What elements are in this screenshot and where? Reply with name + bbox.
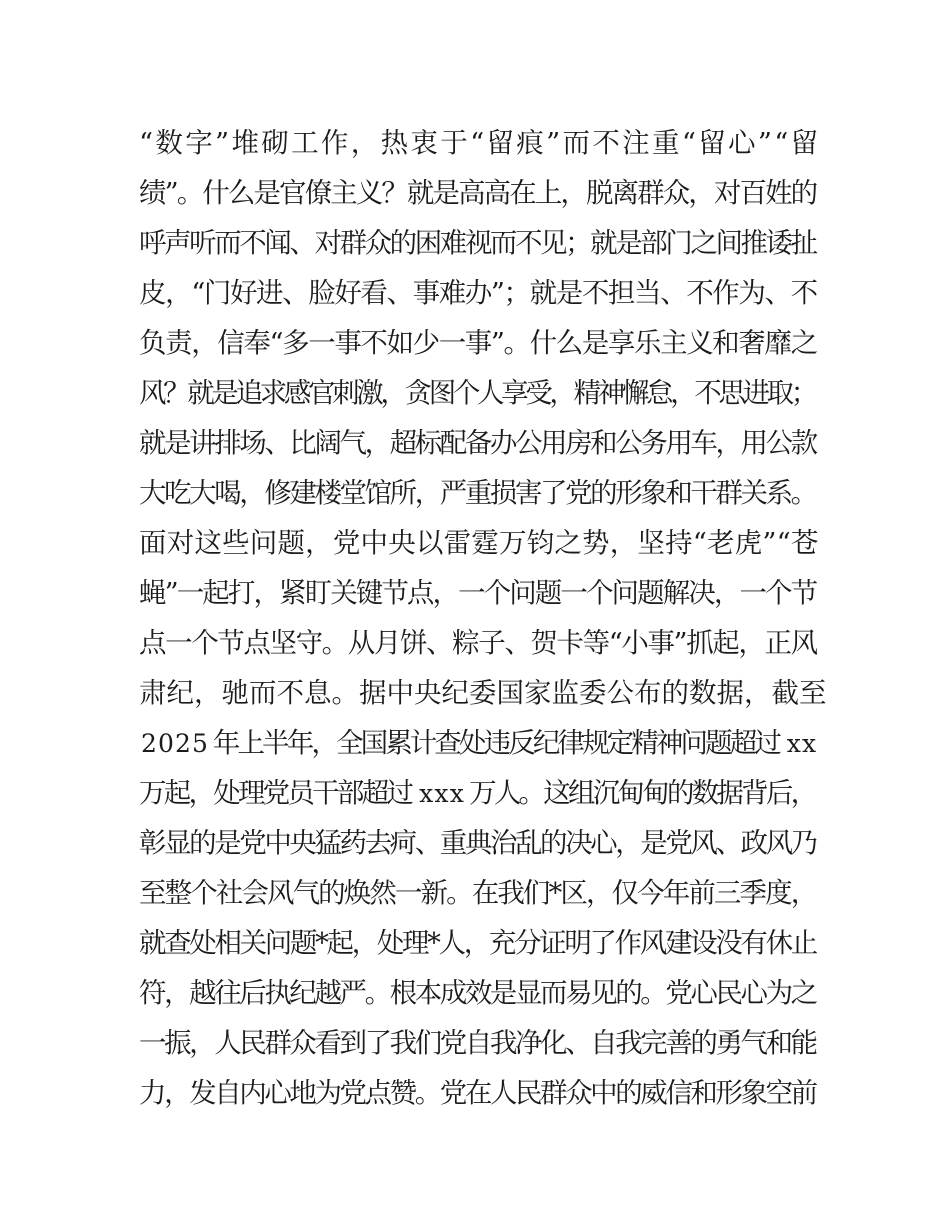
text-line-content: 负责，信奉“多一事不如少一事”。什么是享乐主义和奢靡之 bbox=[139, 327, 817, 359]
text-line-content: 面对这些问题，党中央以雷霆万钧之势，坚持“老虎”“苍 bbox=[139, 527, 819, 559]
text-line bbox=[139, 268, 818, 318]
text-line-content: “数字”堆砌工作，热衷于“留痕”而不注重“留心”“留 bbox=[139, 127, 821, 159]
text-line-content: 就是讲排场、比阔气，超标配备办公用房和公务用车，用公款 bbox=[139, 427, 816, 459]
text-line bbox=[139, 368, 818, 418]
text-line-content: 一振，人民群众看到了我们党自我净化、自我完善的勇气和能 bbox=[139, 1027, 816, 1059]
text-line bbox=[139, 118, 821, 168]
document-body-text bbox=[139, 118, 827, 1118]
text-line-content: 点一个节点坚守。从月饼、粽子、贺卡等“小事”抓起，正风 bbox=[139, 627, 817, 659]
text-line bbox=[139, 818, 818, 868]
text-line-content: 呼声听而不闻、对群众的困难视而不见；就是部门之间推诿扯 bbox=[139, 227, 816, 259]
text-line bbox=[139, 168, 818, 218]
text-line-content: 力，发自内心地为党点赞。党在人民群众中的威信和形象空前 bbox=[139, 1077, 816, 1109]
text-line bbox=[139, 918, 818, 968]
text-line-content: 皮，“门好进、脸好看、事难办”；就是不担当、不作为、不 bbox=[139, 277, 817, 309]
text-line-content: 肃纪，驰而不息。据中央纪委国家监委公布的数据，截至 bbox=[139, 677, 827, 709]
text-line-content: 至整个社会风气的焕然一新。在我们*区，仅今年前三季度， bbox=[139, 877, 817, 909]
text-line-content: 2 0 2 5 年上半年，全国累计查处违反纪律规定精神问题超过 x x bbox=[141, 727, 814, 759]
text-line bbox=[139, 318, 818, 368]
text-line bbox=[139, 868, 818, 918]
text-line-content: 风？就是追求感官刺激，贪图个人享受，精神懈怠，不思进取； bbox=[139, 377, 815, 409]
text-line bbox=[139, 518, 818, 568]
text-line-content: 蝇”一起打，紧盯关键节点，一个问题一个问题解决，一个节 bbox=[139, 577, 817, 609]
text-line-content: 彰显的是党中央猛药去疴、重典治乱的决心，是党风、政风乃 bbox=[139, 827, 816, 859]
text-line bbox=[139, 1018, 818, 1068]
text-line-content: 符，越往后执纪越严。根本成效是显而易见的。党心民心为之 bbox=[139, 977, 816, 1009]
text-line bbox=[139, 968, 818, 1018]
text-line bbox=[139, 618, 818, 668]
text-line bbox=[139, 568, 818, 618]
text-line-content: 绩”。什么是官僚主义？就是高高在上，脱离群众，对百姓的 bbox=[139, 177, 817, 209]
text-line-content: 万起，处理党员干部超过 x x x 万人。这组沉甸甸的数据背后， bbox=[139, 777, 816, 809]
text-line bbox=[139, 1068, 818, 1118]
text-line bbox=[139, 468, 818, 518]
text-line bbox=[139, 718, 818, 768]
text-line-content: 大吃大喝，修建楼堂馆所，严重损害了党的形象和干群关系。 bbox=[139, 477, 816, 509]
text-line bbox=[139, 218, 818, 268]
text-line bbox=[139, 768, 818, 818]
text-line bbox=[139, 668, 827, 718]
text-line bbox=[139, 418, 818, 468]
text-line-content: 就查处相关问题*起，处理*人，充分证明了作风建设没有休止 bbox=[139, 927, 816, 959]
